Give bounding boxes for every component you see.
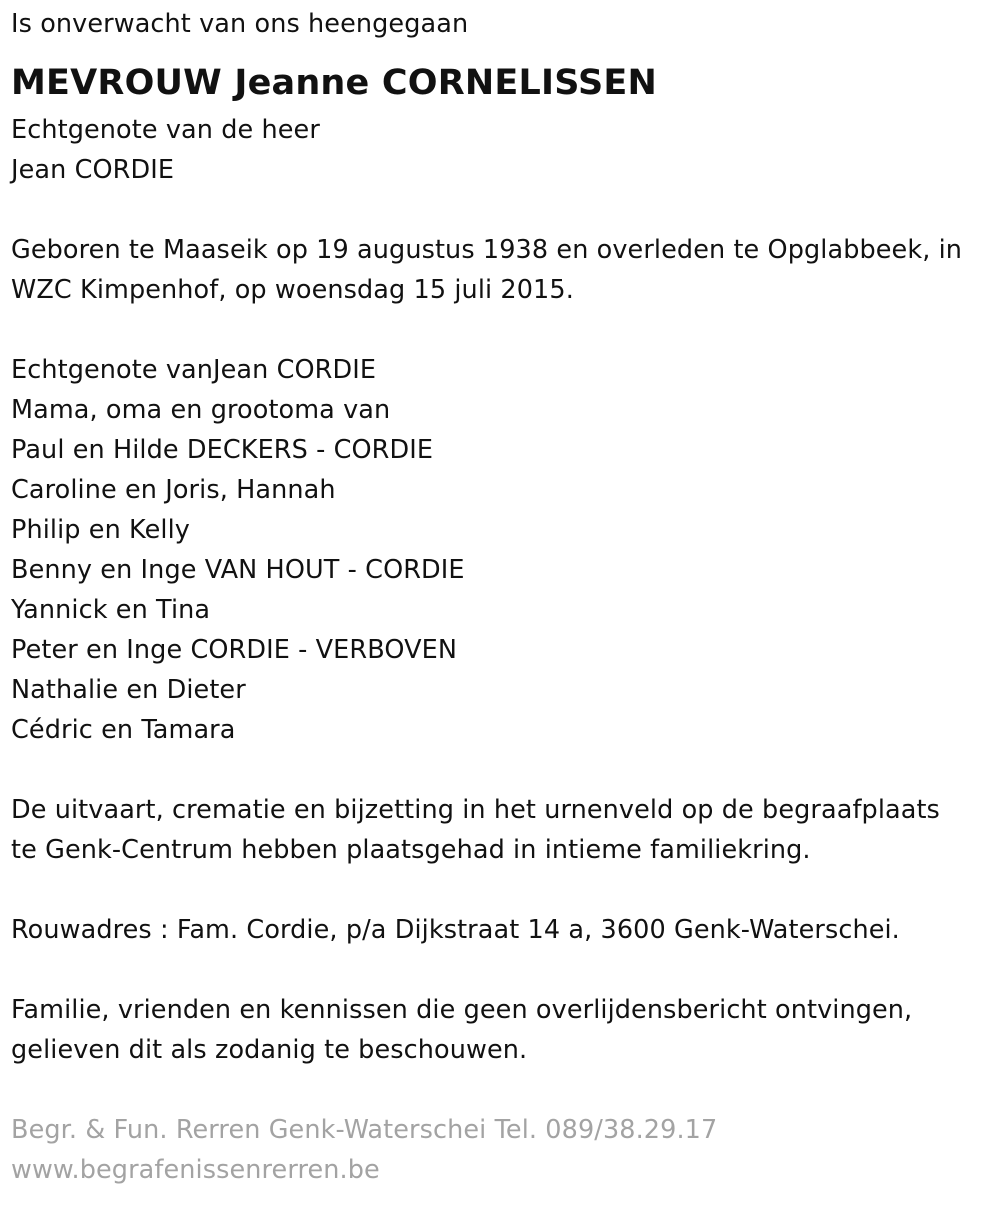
family-line: Benny en Inge VAN HOUT - CORDIE (11, 555, 465, 585)
spouse-label: Echtgenote van de heer (11, 115, 320, 145)
family-line: Caroline en Joris, Hannah (11, 475, 336, 505)
spacer (11, 750, 1000, 790)
website-link[interactable]: www.begrafenissenrerren.be (11, 1155, 380, 1185)
spacer (11, 950, 1000, 990)
notice-paragraph (11, 990, 1000, 1070)
family-line: Echtgenote vanJean CORDIE (11, 355, 377, 385)
intro-text: Is onverwacht van ons heengegaan (11, 9, 469, 39)
family-line: Cédric en Tamara (11, 715, 236, 745)
family-list (11, 350, 1000, 750)
family-line: Peter en Inge CORDIE - VERBOVEN (11, 635, 458, 665)
spouse-name: Jean CORDIE (11, 155, 175, 185)
mourning-address: Rouwadres : Fam. Cordie, p/a Dijkstraat 14 a, 3600 Genk-Waterschei. (11, 915, 900, 945)
family-line: Nathalie en Dieter (11, 675, 246, 705)
spacer (11, 310, 1000, 350)
deceased-name: MEVROUW Jeanne CORNELISSEN (11, 63, 658, 103)
spacer (11, 1070, 1000, 1110)
family-line: Mama, oma en grootoma van (11, 395, 391, 425)
paragraph-line: te Genk-Centrum hebben plaatsgehad in intieme familiekring. (11, 835, 811, 865)
family-line: Yannick en Tina (11, 595, 211, 625)
funeral-paragraph (11, 790, 1000, 870)
family-line: Philip en Kelly (11, 515, 190, 545)
family-line: Paul en Hilde DECKERS - CORDIE (11, 435, 434, 465)
paragraph-line: De uitvaart, crematie en bijzetting in het urnenveld op de begraafplaats (11, 795, 940, 825)
funeral-home-info: Begr. & Fun. Rerren Genk-Waterschei Tel. 089/38.29.17 (11, 1115, 718, 1145)
spacer (11, 190, 1000, 230)
spacer (11, 870, 1000, 910)
paragraph-line: Familie, vrienden en kennissen die geen overlijdensbericht ontvingen, (11, 995, 913, 1025)
paragraph-line: WZC Kimpenhof, op woensdag 15 juli 2015. (11, 275, 574, 305)
paragraph-line: gelieven dit als zodanig te beschouwen. (11, 1035, 528, 1065)
birth-death-paragraph (11, 230, 1000, 310)
paragraph-line: Geboren te Maaseik op 19 augustus 1938 en overleden te Opglabbeek, in (11, 235, 963, 265)
